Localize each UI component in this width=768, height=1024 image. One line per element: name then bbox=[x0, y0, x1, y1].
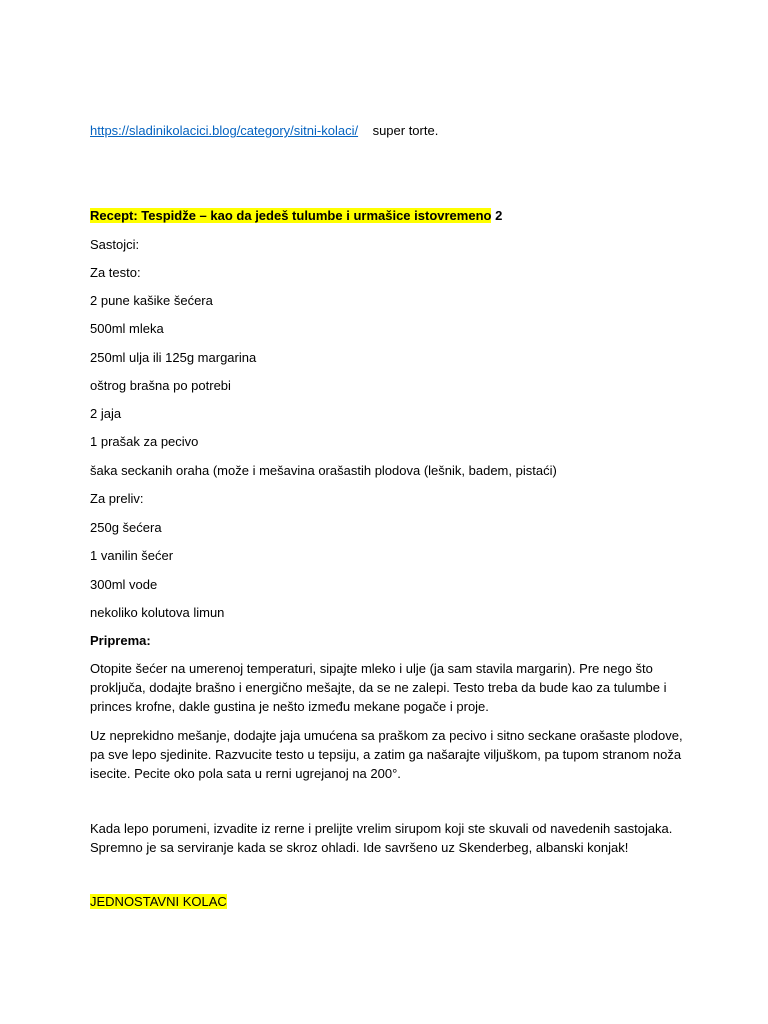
dough-item: 250ml ulja ili 125g margarina bbox=[90, 350, 257, 365]
syrup-item: 250g šećera bbox=[90, 520, 162, 535]
intro-suffix: super torte. bbox=[372, 123, 439, 138]
ingredients-heading: Sastojci: bbox=[90, 237, 140, 252]
dough-item: 2 pune kašike šećera bbox=[90, 293, 213, 308]
next-title-line bbox=[90, 893, 227, 910]
dough-item: 2 jaja bbox=[90, 406, 122, 421]
syrup-item: 1 vanilin šećer bbox=[90, 548, 174, 563]
recipe-title-line bbox=[90, 207, 502, 224]
dough-item: šaka seckanih oraha (može i mešavina orašastih plodova (lešnik, badem, pistaći) bbox=[90, 463, 557, 478]
recipe-title-suffix: 2 bbox=[495, 208, 503, 223]
syrup-heading: Za preliv: bbox=[90, 491, 144, 506]
prep-step: Uz neprekidno mešanje, dodajte jaja umućena sa praškom za pecivo i sitno seckane orašaste plodove, pa sve lepo sjedinite. Razvucite testo u tepsiju, a zatim ga našarajte viljuškom, pa tupom stranom noža isecite. Pecite oko pola sata u rerni ugrejanoj na 200°. bbox=[90, 728, 683, 781]
next-recipe-title: JEDNOSTAVNI KOLAC bbox=[90, 894, 227, 909]
dough-item: oštrog brašna po potrebi bbox=[90, 378, 231, 393]
blog-link[interactable]: https://sladinikolacici.blog/category/sitni-kolaci/ bbox=[90, 123, 359, 138]
dough-heading: Za testo: bbox=[90, 265, 141, 280]
recipe-title: Recept: Tespidže – kao da jedeš tulumbe i urmašice istovremeno bbox=[90, 208, 492, 223]
prep-step: Kada lepo porumeni, izvadite iz rerne i prelijte vrelim sirupom koji ste skuvali od navedenih sastojaka. Spremno je sa serviranje kada se skroz ohladi. Ide savršeno uz Skenderbeg, albanski konjak! bbox=[90, 821, 673, 855]
prep-heading: Priprema: bbox=[90, 633, 151, 648]
syrup-item: nekoliko kolutova limun bbox=[90, 605, 225, 620]
prep-step: Otopite šećer na umerenoj temperaturi, sipajte mleko i ulje (ja sam stavila margarin). Pre nego što proključa, dodajte brašno i energično mešajte, da se ne zalepi. Testo treba da bude kao za tulumbe i princes krofne, dakle gustina je nešto između mekane pogače i proje. bbox=[90, 661, 667, 714]
syrup-item: 300ml vode bbox=[90, 577, 158, 592]
dough-item: 500ml mleka bbox=[90, 321, 164, 336]
intro-line bbox=[90, 122, 438, 139]
dough-item: 1 prašak za pecivo bbox=[90, 434, 199, 449]
